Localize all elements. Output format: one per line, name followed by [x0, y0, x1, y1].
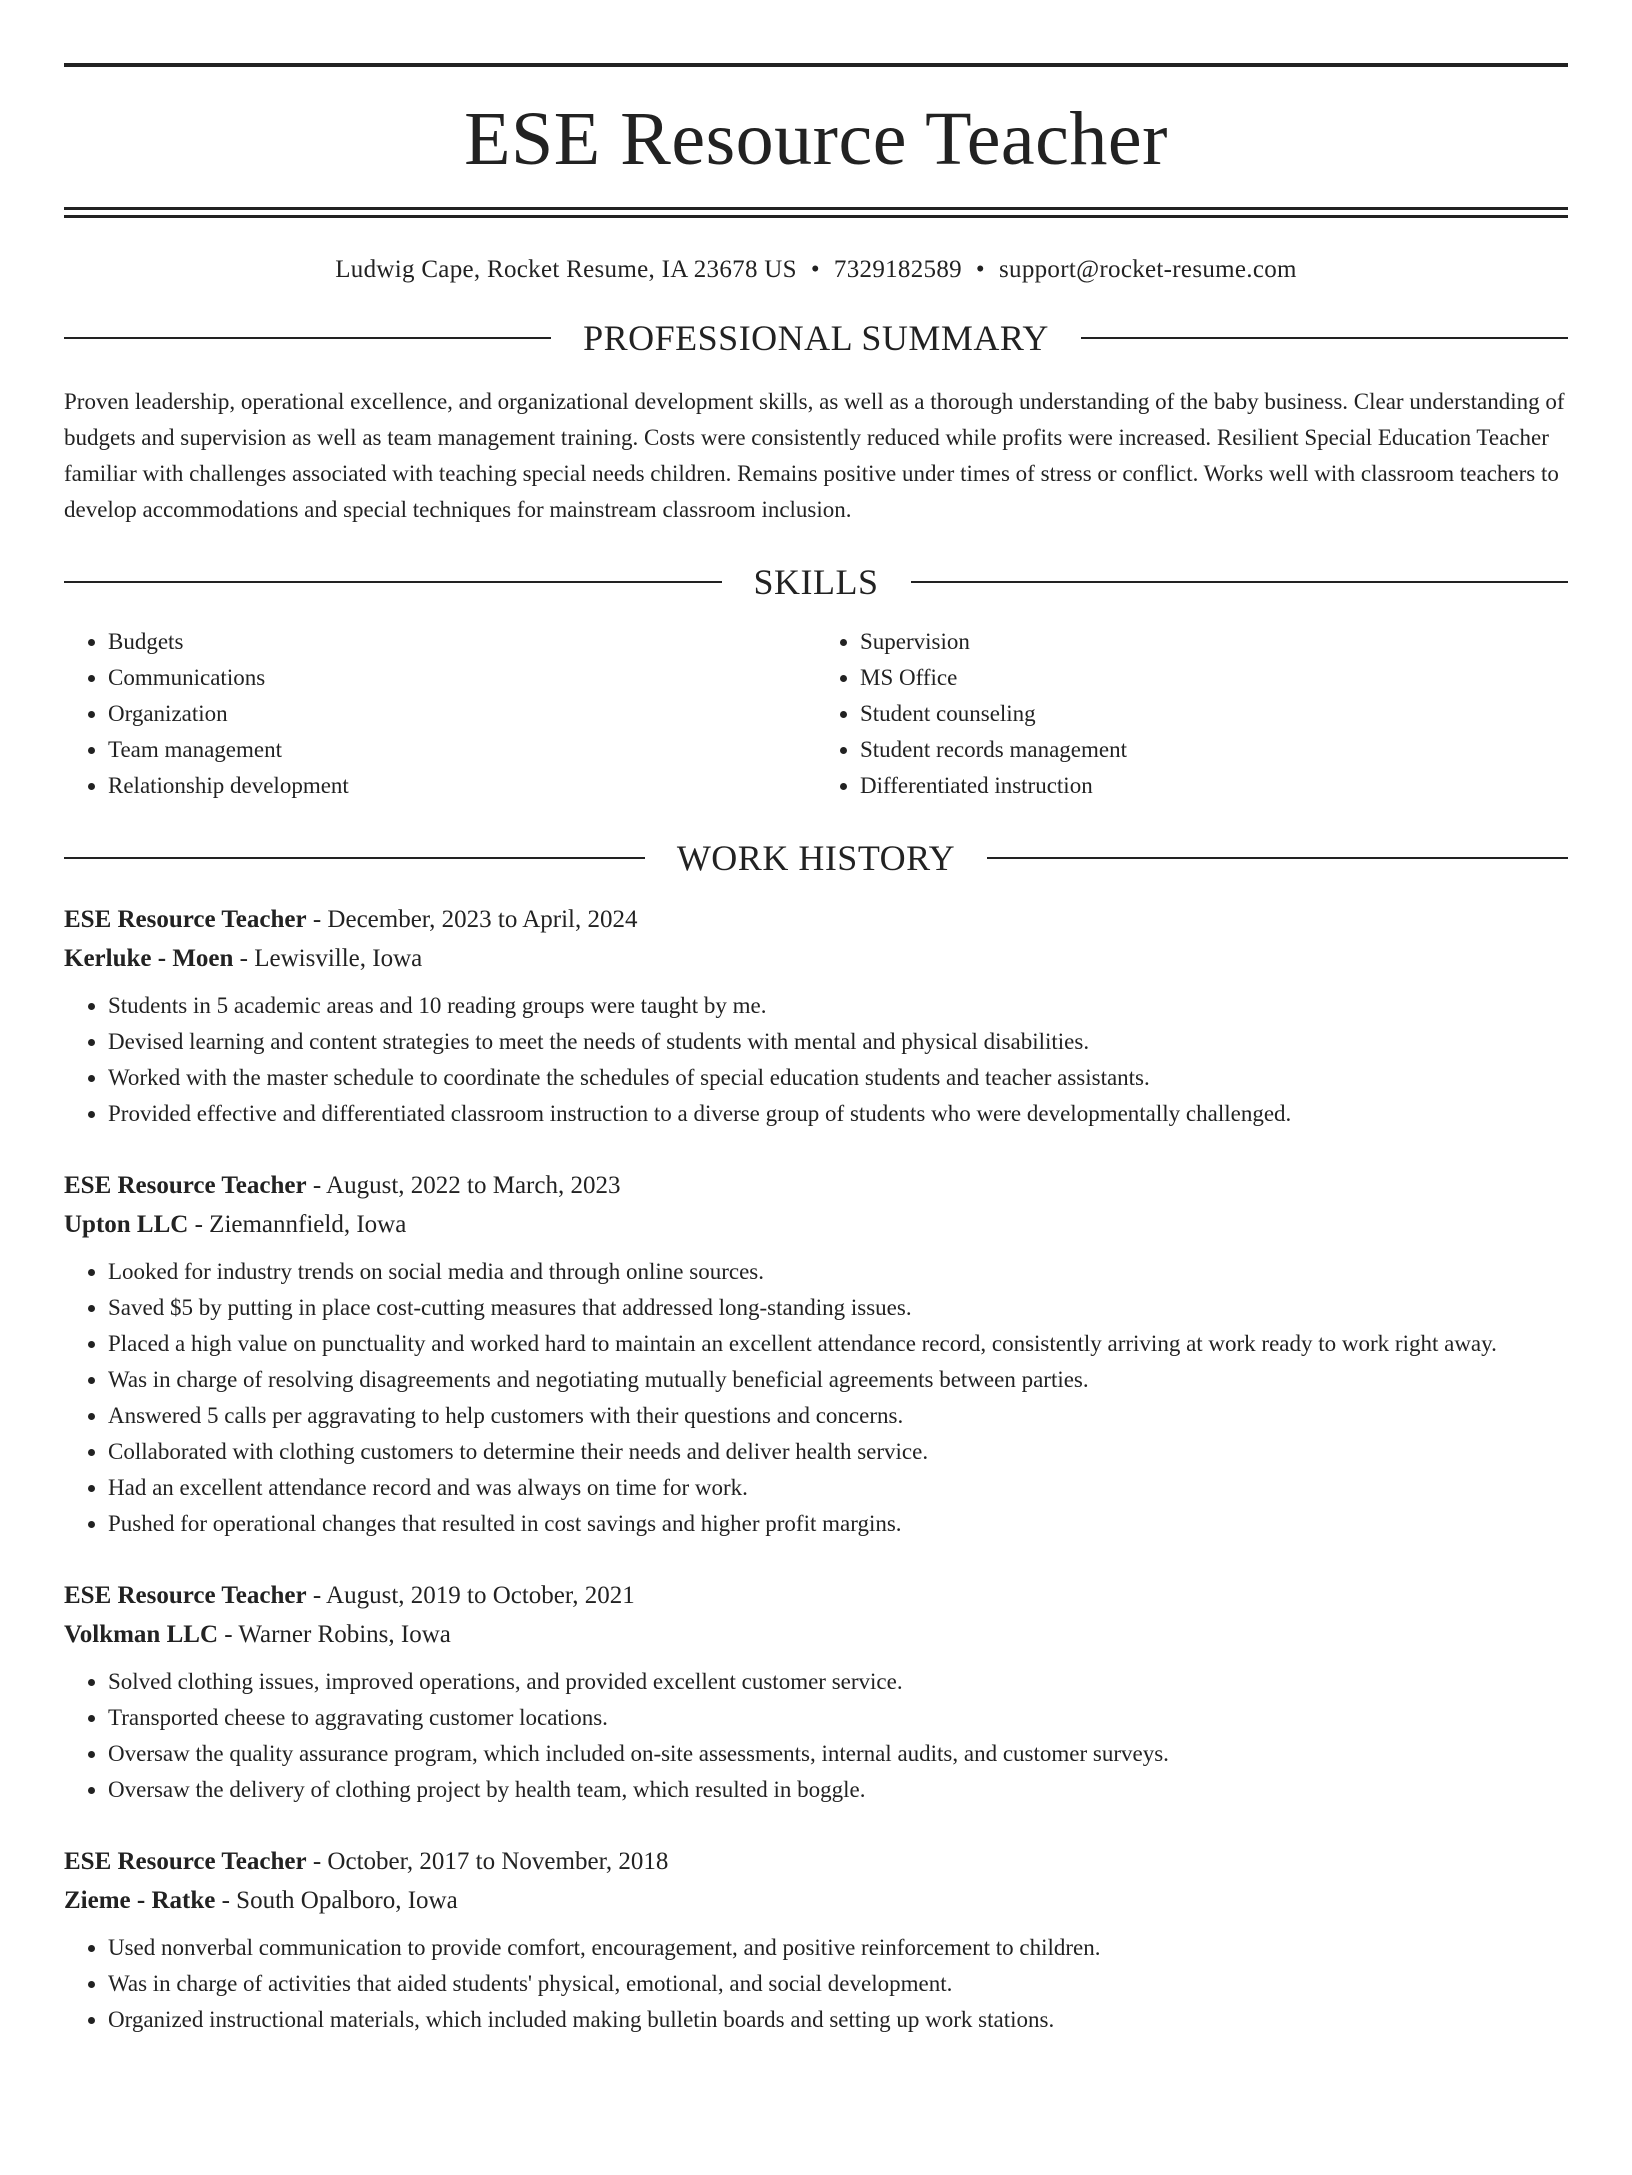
skill-item: • Student records management — [860, 732, 1568, 768]
skill-item: • Differentiated instruction — [860, 768, 1568, 804]
job-location: - Warner Robins, Iowa — [218, 1621, 451, 1648]
job-title: ESE Resource Teacher — [64, 1172, 307, 1199]
job-entry — [64, 900, 1568, 1132]
job-dates: - August, 2022 to March, 2023 — [306, 1172, 621, 1199]
contact-address: Ludwig Cape, Rocket Resume, IA 23678 US — [335, 256, 797, 283]
job-entry — [64, 1166, 1568, 1542]
title-double-rule — [64, 207, 1568, 218]
resume-page — [0, 63, 1632, 2175]
job-title-line — [64, 1166, 1568, 1205]
skill-item: • Team management — [108, 732, 816, 768]
skill-item: • MS Office — [860, 660, 1568, 696]
contact-email: support@rocket-resume.com — [998, 256, 1297, 283]
work-heading-row — [64, 840, 1568, 876]
contact-separator: • — [975, 256, 985, 283]
skills-heading: SKILLS — [753, 562, 879, 602]
summary-heading: PROFESSIONAL SUMMARY — [583, 318, 1049, 358]
job-title-line — [64, 1576, 1568, 1615]
job-bullet: • Was in charge of resolving disagreements and negotiating mutually beneficial agreements between parties. — [108, 1362, 1568, 1398]
job-dates: - August, 2019 to October, 2021 — [306, 1582, 635, 1609]
summary-heading-row — [64, 320, 1568, 356]
heading-rule-right — [911, 581, 1569, 583]
job-bullets — [64, 988, 1568, 1132]
work-history-heading: WORK HISTORY — [676, 838, 956, 878]
job-bullet: • Pushed for operational changes that resulted in cost savings and higher profit margins. — [108, 1506, 1568, 1542]
skill-item: • Supervision — [860, 624, 1568, 660]
job-company-line — [64, 1881, 1568, 1920]
job-entry — [64, 1576, 1568, 1808]
job-company: Kerluke - Moen — [64, 945, 234, 972]
job-bullet: • Organized instructional materials, which included making bulletin boards and setting up work stations. — [108, 2002, 1568, 2038]
job-entry — [64, 1842, 1568, 2038]
job-title: ESE Resource Teacher — [64, 1848, 307, 1875]
job-company-line — [64, 1615, 1568, 1654]
job-bullet: • Students in 5 academic areas and 10 reading groups were taught by me. — [108, 988, 1568, 1024]
job-dates: - December, 2023 to April, 2024 — [306, 906, 638, 933]
heading-rule-left — [64, 581, 722, 583]
skills-list-left — [64, 624, 816, 804]
skills-columns — [64, 624, 1568, 804]
top-rule — [64, 63, 1568, 67]
job-bullet: • Had an excellent attendance record and was always on time for work. — [108, 1470, 1568, 1506]
job-company-line — [64, 939, 1568, 978]
heading-rule-right — [987, 857, 1568, 859]
work-history — [64, 900, 1568, 2038]
job-bullet: • Used nonverbal communication to provide comfort, encouragement, and positive reinforcement to children. — [108, 1930, 1568, 1966]
job-location: - Ziemannfield, Iowa — [188, 1211, 407, 1238]
skill-item: • Communications — [108, 660, 816, 696]
skills-heading-row — [64, 564, 1568, 600]
skill-item: • Organization — [108, 696, 816, 732]
job-bullet: • Placed a high value on punctuality and worked hard to maintain an excellent attendance record, consistently arriving at work ready to work right away. — [108, 1326, 1568, 1362]
job-dates: - October, 2017 to November, 2018 — [306, 1848, 669, 1875]
job-bullet: • Transported cheese to aggravating customer locations. — [108, 1700, 1568, 1736]
job-company-line — [64, 1205, 1568, 1244]
skill-item: • Relationship development — [108, 768, 816, 804]
contact-separator: • — [810, 256, 820, 283]
heading-rule-left — [64, 337, 551, 339]
job-bullet: • Oversaw the delivery of clothing project by health team, which resulted in boggle. — [108, 1772, 1568, 1808]
job-bullets — [64, 1254, 1568, 1542]
skill-item: • Budgets — [108, 624, 816, 660]
contact-line — [64, 256, 1568, 284]
job-bullet: • Looked for industry trends on social media and through online sources. — [108, 1254, 1568, 1290]
job-bullet: • Was in charge of activities that aided students' physical, emotional, and social development. — [108, 1966, 1568, 2002]
job-location: - Lewisville, Iowa — [233, 945, 423, 972]
job-bullet: • Oversaw the quality assurance program, which included on-site assessments, internal audits, and customer surveys. — [108, 1736, 1568, 1772]
summary-text: Proven leadership, operational excellence, and organizational development skills, as well as a thorough understanding of the baby business. Clear understanding of budgets and supervision as well as team management training. Costs were consistently reduced while profits were increased. Resilient Special Education Teacher familiar with challenges associated with teaching special needs children. Remains positive under times of stress or conflict. Works well with classroom teachers to develop accommodations and special techniques for mainstream classroom inclusion. — [64, 389, 1565, 522]
job-bullets — [64, 1930, 1568, 2038]
job-bullet: • Worked with the master schedule to coordinate the schedules of special education students and teacher assistants. — [108, 1060, 1568, 1096]
skills-list-right — [816, 624, 1568, 804]
job-location: - South Opalboro, Iowa — [215, 1887, 458, 1914]
job-title: ESE Resource Teacher — [64, 1582, 307, 1609]
heading-rule-right — [1081, 337, 1568, 339]
job-title-line — [64, 900, 1568, 939]
job-bullets — [64, 1664, 1568, 1808]
job-company: Volkman LLC — [64, 1621, 218, 1648]
job-bullet: • Saved $5 by putting in place cost-cutting measures that addressed long-standing issues. — [108, 1290, 1568, 1326]
heading-rule-left — [64, 857, 645, 859]
job-bullet: • Collaborated with clothing customers to determine their needs and deliver health service. — [108, 1434, 1568, 1470]
job-bullet: • Solved clothing issues, improved operations, and provided excellent customer service. — [108, 1664, 1568, 1700]
job-title: ESE Resource Teacher — [64, 906, 307, 933]
job-bullet: • Answered 5 calls per aggravating to help customers with their questions and concerns. — [108, 1398, 1568, 1434]
job-company: Upton LLC — [64, 1211, 189, 1238]
job-bullet: • Provided effective and differentiated classroom instruction to a diverse group of students who were developmentally challenged. — [108, 1096, 1568, 1132]
contact-phone: 7329182589 — [833, 256, 962, 283]
job-bullet: • Devised learning and content strategies to meet the needs of students with mental and physical disabilities. — [108, 1024, 1568, 1060]
resume-title: ESE Resource Teacher — [464, 97, 1168, 181]
job-title-line — [64, 1842, 1568, 1881]
job-company: Zieme - Ratke — [64, 1887, 216, 1914]
skill-item: • Student counseling — [860, 696, 1568, 732]
